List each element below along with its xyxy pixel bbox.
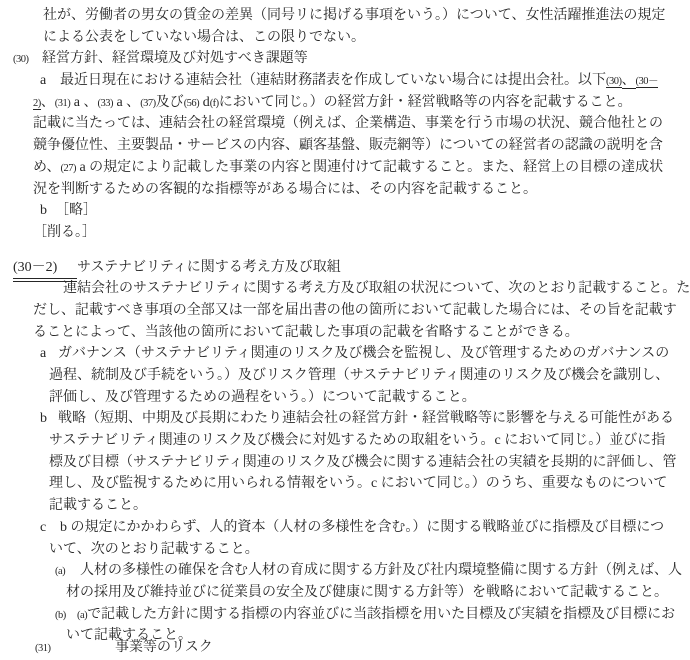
text-line xyxy=(0,222,678,244)
text-segment: (31) xyxy=(54,97,71,109)
text-segment: 2) xyxy=(33,97,41,109)
item-marker: (30－2) xyxy=(13,257,77,283)
text-segment: 戦略（短期、中期及び長期にわたり連結会社の経営方針・経営戦略等に影響を与える可能性がある xyxy=(58,411,674,427)
text-segment: 況を判断するための客観的な指標等がある場合には、その内容を記載すること。 xyxy=(33,181,537,197)
text-segment: ［略］ xyxy=(55,203,97,219)
text-line xyxy=(0,473,678,495)
text-line xyxy=(0,278,690,300)
item-marker: (b) xyxy=(55,609,66,621)
text-line xyxy=(0,113,678,135)
text-line xyxy=(0,539,678,561)
text-line xyxy=(0,70,678,92)
text-line xyxy=(0,365,678,387)
text-line xyxy=(0,5,678,27)
item-marker: (30) xyxy=(13,54,29,66)
text-segment: 標及び目標（サステナビリティ関連のリスク及び機会に関する連結会社の実績を長期的に評価し、管 xyxy=(49,454,677,470)
text-segment: 評価し、及び管理するための過程をいう。）について記載すること。 xyxy=(49,389,476,405)
text-line xyxy=(0,92,678,114)
text-segment: いて、次のとおり記載すること。 xyxy=(49,541,259,557)
text-line xyxy=(0,257,678,279)
text-line xyxy=(0,157,678,179)
text-line xyxy=(0,582,678,604)
text-segment: 、 xyxy=(40,94,55,110)
text-line xyxy=(0,637,678,659)
text-segment: 理し、及び監視するために用いられる情報をいう。c において同じ。）のうち、重要なものについて xyxy=(49,476,668,492)
text-segment: いて記載すること。 xyxy=(66,628,192,644)
text-segment: (30) xyxy=(606,76,622,88)
text-segment: ることによって、当該他の箇所において記載した事項の記載を省略することができる。 xyxy=(33,324,579,340)
text-segment: 競争優位性、主要製品・サービスの内容、顧客基盤、販売網等）についての経営者の認識の説明を含 xyxy=(33,138,663,154)
text-segment: d xyxy=(199,94,210,110)
text-line xyxy=(0,560,682,582)
text-segment: 経営方針、経営環境及び対処すべき課題等 xyxy=(42,51,308,67)
text-segment: 記載に当たっては、連結会社の経営環境（例えば、企業構造、事業を行う市場の状況、競合他社との xyxy=(33,116,663,132)
text-line xyxy=(0,387,678,409)
text-segment: (33) xyxy=(97,97,113,109)
text-segment: ［削る。］ xyxy=(33,224,96,240)
text-segment: (a) xyxy=(77,609,88,621)
text-segment: (37) xyxy=(140,97,156,109)
text-line xyxy=(0,604,678,626)
text-line xyxy=(0,452,678,474)
text-segment: a 、 xyxy=(112,94,141,110)
text-line xyxy=(0,179,678,201)
text-line xyxy=(0,408,678,430)
text-line xyxy=(0,430,678,452)
item-marker: (a) xyxy=(55,566,66,578)
text-segment: 事業等のリスク xyxy=(115,639,213,655)
text-segment: において同じ。）の経営方針・経営戦略等の内容を記載すること。 xyxy=(218,94,632,110)
item-marker: a xyxy=(40,346,47,362)
text-segment: め、 xyxy=(33,159,61,175)
text-segment: 記載すること。 xyxy=(49,498,147,514)
item-marker: b xyxy=(40,411,47,427)
text-line xyxy=(0,322,678,344)
text-segment: 過程、統制及び手続をいう。）及びリスク管理（サステナビリティ関連のリスク及び機会を識別し、 xyxy=(49,368,670,383)
text-segment: サステナビリティに関する考え方及び取組 xyxy=(77,259,341,275)
text-segment: ガバナンス（サステナビリティ関連のリスク及び機会を監視し、及び管理するためのガバナンスの xyxy=(58,346,670,362)
text-segment: 連結会社のサステナビリティに関する考え方及び取組の状況について、次のとおり記載すること。た xyxy=(63,281,690,297)
text-segment: (27) xyxy=(60,162,76,174)
text-segment: サステナビリティ関連のリスク及び機会に対処するための取組をいう。c において同じ。）並びに指 xyxy=(49,433,666,449)
text-segment: (f) xyxy=(209,97,219,109)
text-line xyxy=(0,200,678,222)
text-segment: (56) xyxy=(183,97,200,109)
text-line xyxy=(0,27,678,49)
item-marker: c xyxy=(40,519,47,535)
text-segment: 及び xyxy=(155,94,184,110)
text-segment: 材の採用及び維持並びに従業員の安全及び健康に関する方針等）を戦略において記載すること。 xyxy=(66,584,668,600)
text-segment: だし、記載すべき事項の全部又は一部を届出書の他の箇所において記載した場合には、その旨を記載す xyxy=(33,302,677,318)
text-segment: b の規定にかかわらず、人的資本（人材の多様性を含む。）に関する戦略並びに指標及び目標につ xyxy=(60,519,665,535)
text-segment: で記載した方針に関する指標の内容並びに当該指標を用いた目標及び実績を指標及び目標にお xyxy=(87,606,676,622)
text-line xyxy=(0,300,678,322)
text-segment: a 、 xyxy=(70,94,98,110)
text-line xyxy=(0,517,678,539)
text-segment: 、 xyxy=(621,73,636,89)
text-segment: 最近日現在における連結会社（連結財務諸表を作成していない場合には提出会社。以下 xyxy=(60,73,606,89)
text-line xyxy=(0,343,678,365)
text-segment: (30－ xyxy=(635,76,658,88)
text-segment: a の規定により記載した事業の内容と関連付けて記載すること。また、経営上の目標の達成状 xyxy=(75,159,664,175)
text-line xyxy=(0,495,678,517)
text-segment: による公表をしていない場合は、この限りでない。 xyxy=(43,29,365,45)
text-line xyxy=(0,48,678,70)
text-segment: 社が、労働者の男女の賃金の差異（同号リに掲げる事項をいう。）について、女性活躍推進法の規定 xyxy=(43,8,666,23)
text-line xyxy=(0,135,678,157)
item-marker: a xyxy=(40,73,47,89)
text-segment: 人材の多様性の確保を含む人材の育成に関する方針及び社内環境整備に関する方針（例えば、人 xyxy=(80,563,682,579)
item-marker: b xyxy=(40,203,47,219)
item-marker: (31) xyxy=(35,642,51,654)
